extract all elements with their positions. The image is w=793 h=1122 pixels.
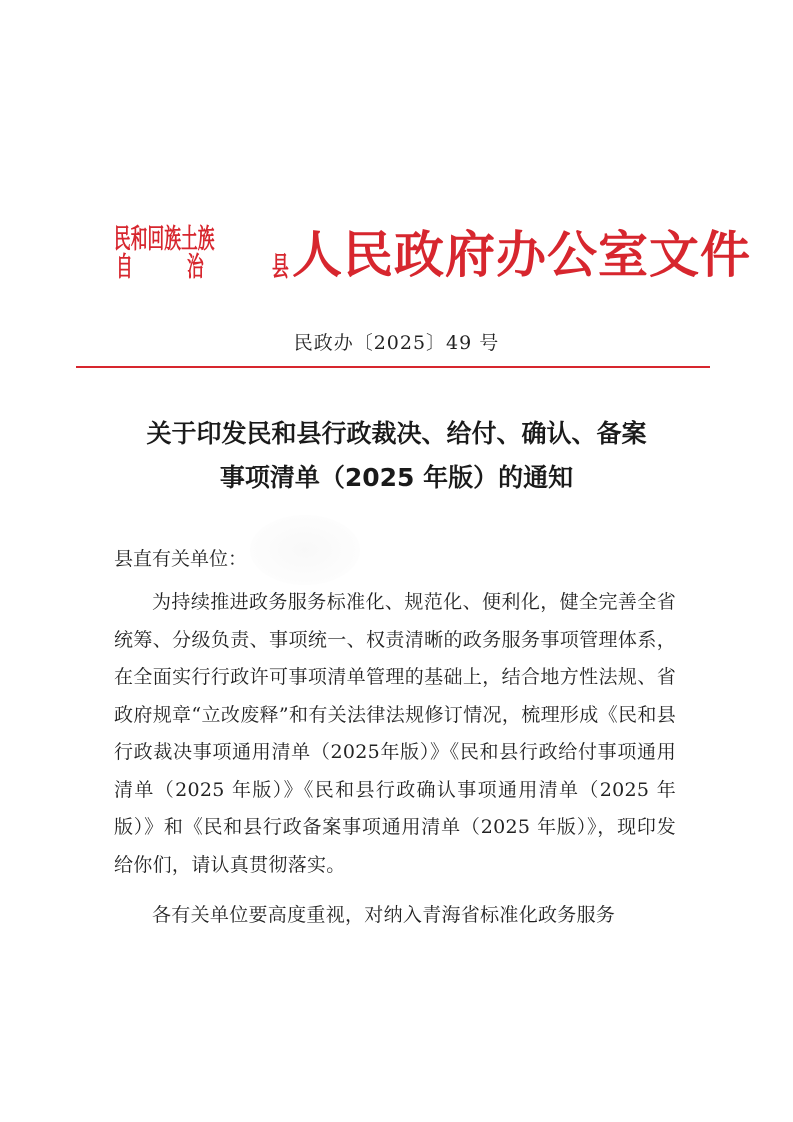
body-paragraph: 各有关单位要高度重视，对纳入青海省标准化政务服务 — [152, 904, 616, 926]
org-name-char: 县 — [272, 252, 289, 283]
org-name-line-2 — [114, 254, 294, 284]
org-name-line-1: 民和回族土族 — [114, 224, 215, 255]
org-name-char: 自 — [116, 252, 133, 283]
body-text — [114, 584, 676, 935]
org-name-char: 治 — [187, 252, 204, 283]
masthead — [114, 220, 751, 290]
issuing-organization — [114, 226, 294, 286]
document-title — [0, 412, 793, 500]
body-paragraph: 为持续推进政务服务标准化、规范化、便利化，健全完善全省统筹、分级负责、事项统一、权责清晰的政务服务事项管理体系，在全面实行行政许可事项清单管理的基础上，结合地方性法规、省政府规章“立改废释”和有关法律法规修订情况，梳理形成《民和县行政裁决事项通用清单（2025年版）》《民和县行政给付事项通用清单（2025 年版）》《民和县行政确认事项通用清单（2025 年版）》和《民和县行政备案事项通用清单（2025 年版）》，现印发给你们，请认真贯彻落实。 — [114, 591, 676, 876]
document-type-heading: 人民政府办公室文件 — [292, 226, 751, 284]
red-divider-line — [76, 366, 710, 368]
title-line-2: 事项清单（2025 年版）的通知 — [219, 463, 574, 492]
faint-stamp-mark — [250, 515, 360, 585]
salutation: 县直有关单位： — [114, 548, 248, 570]
document-number: 民政办〔2025〕49 号 — [293, 332, 500, 354]
title-line-1: 关于印发民和县行政裁决、给付、确认、备案 — [146, 419, 647, 448]
